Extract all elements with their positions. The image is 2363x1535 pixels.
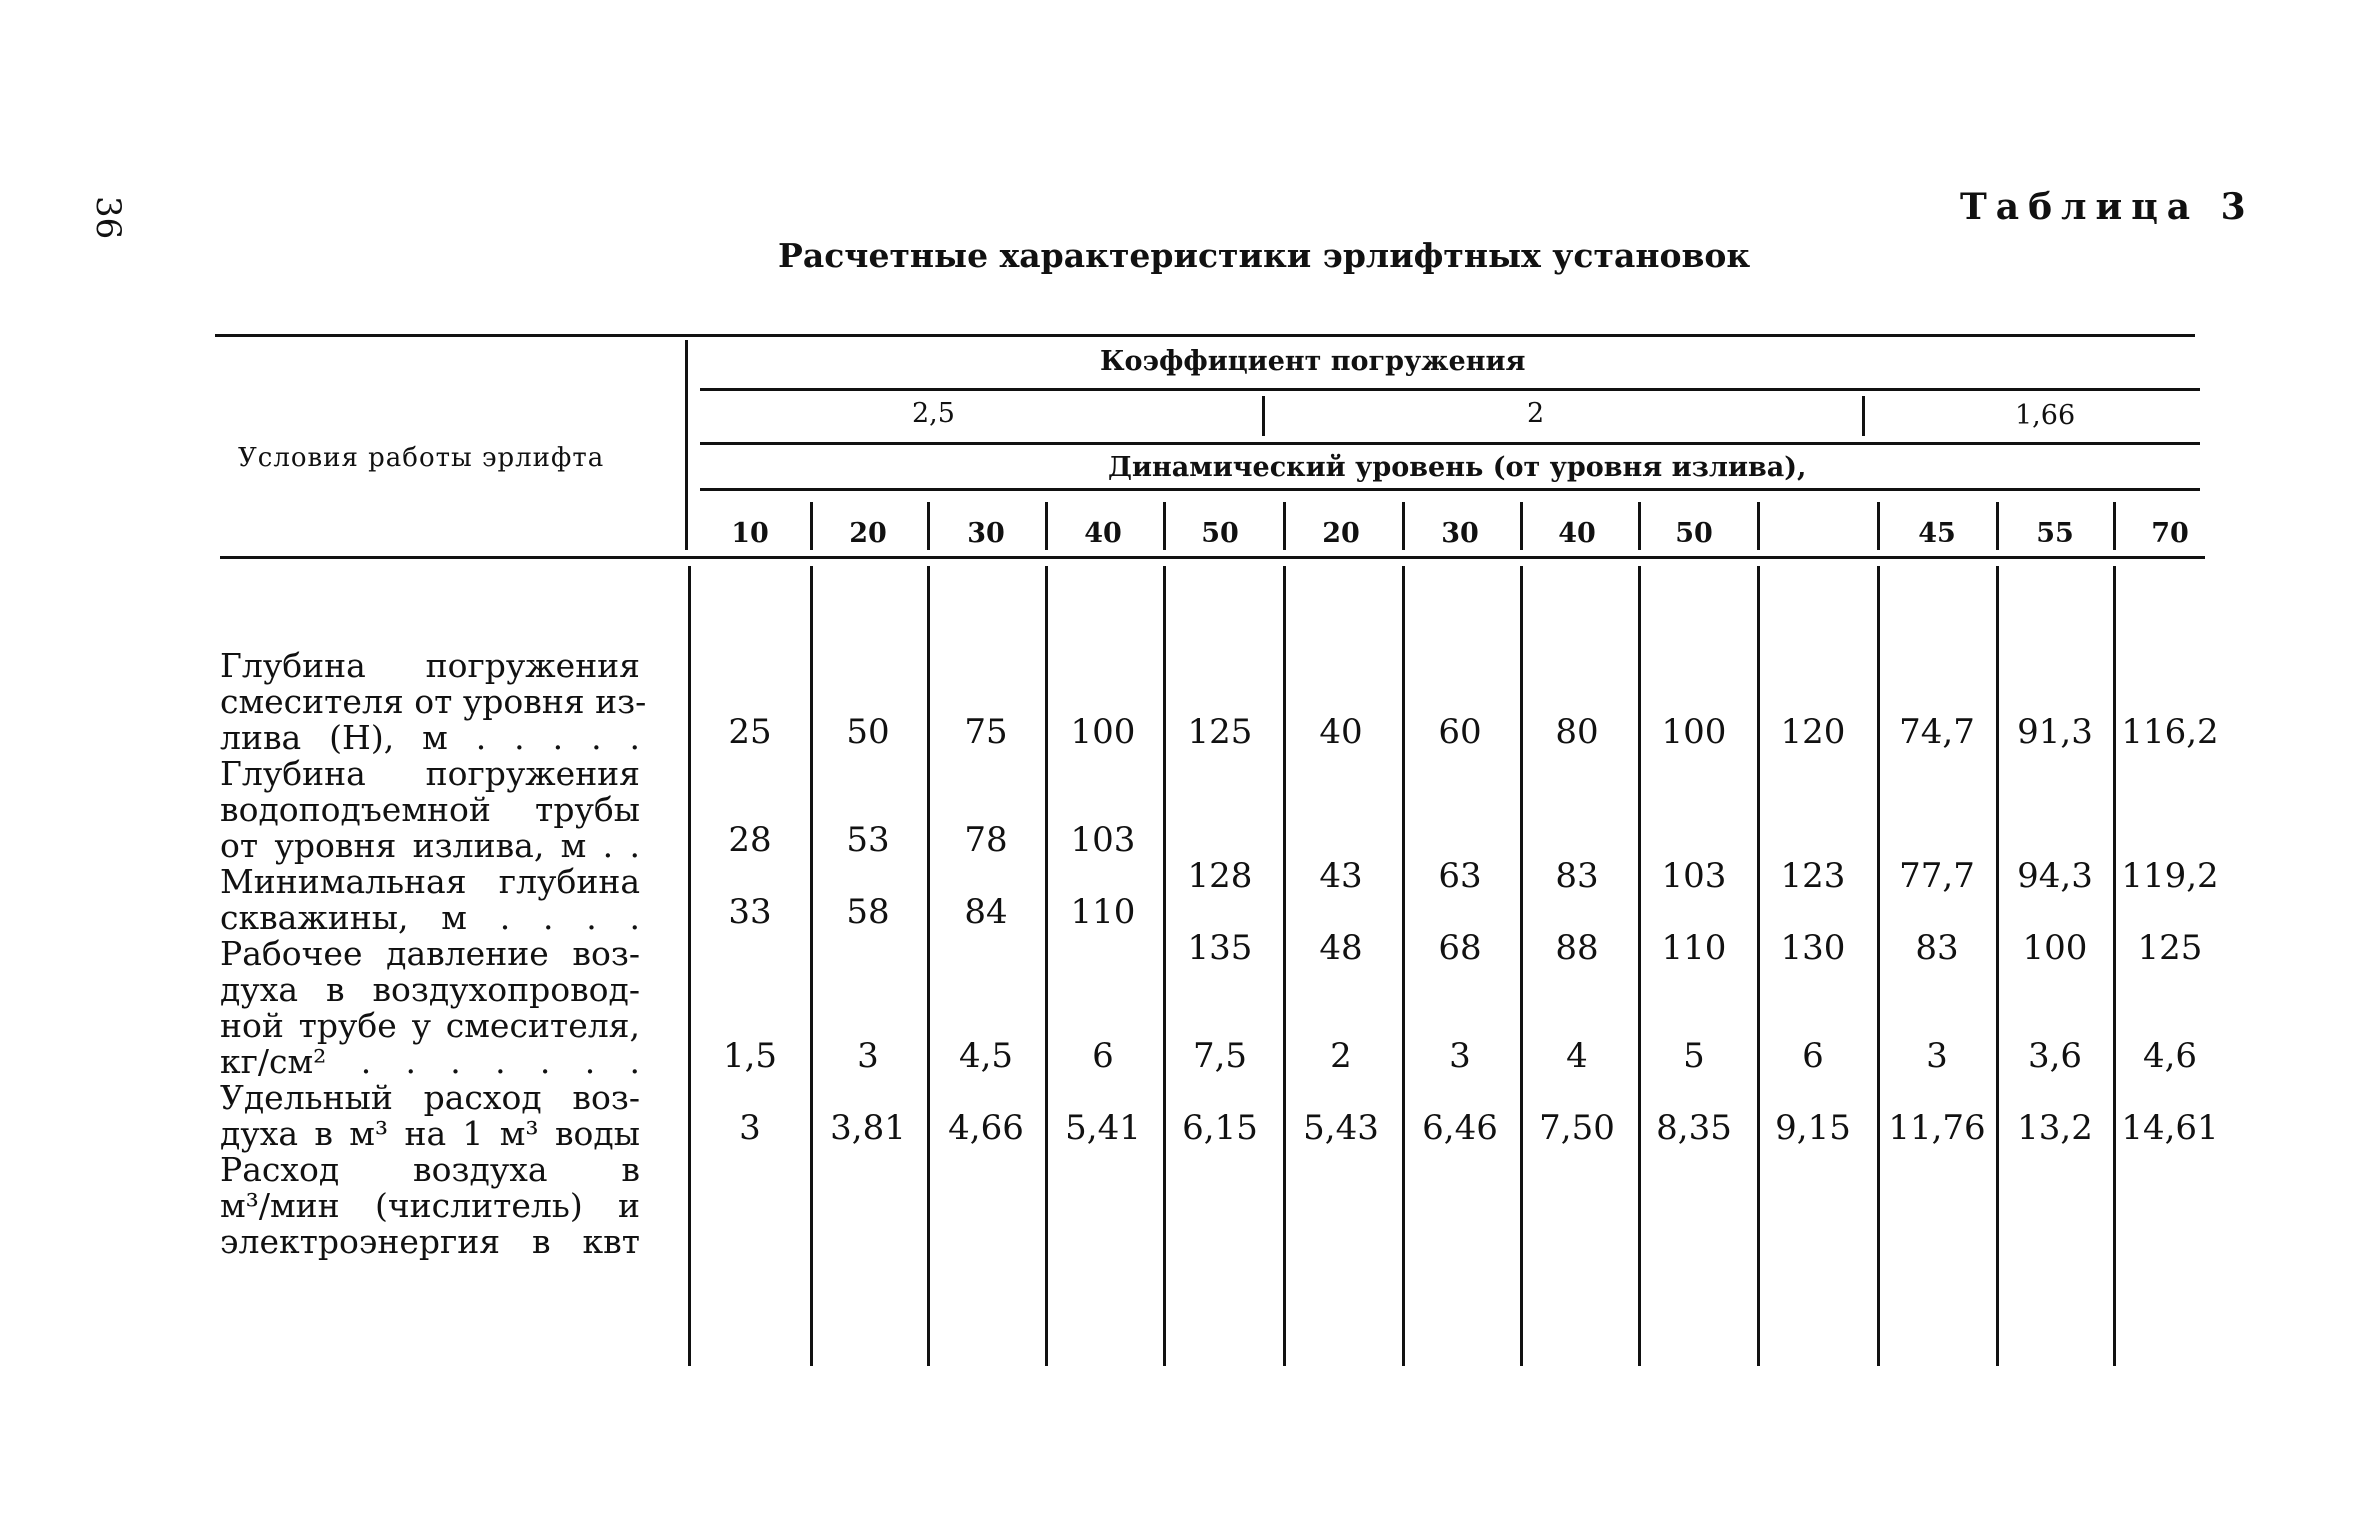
table-cell: 116,2 xyxy=(2121,712,2219,752)
table-cell: 25 xyxy=(728,712,772,752)
level-header-cell: 50 xyxy=(1675,518,1713,549)
table-cell: 6,15 xyxy=(1182,1108,1258,1148)
table-title: Расчетные характеристики эрлифтных установок xyxy=(778,236,1751,275)
table-cell: 110 xyxy=(1070,892,1136,932)
level-header-divider xyxy=(1402,502,1405,550)
level-header-cell: 30 xyxy=(967,518,1005,549)
table-cell: 135 xyxy=(1187,928,1253,968)
table-cell: 110 xyxy=(1661,928,1727,968)
table-cell: 75 xyxy=(964,712,1008,752)
level-header-divider xyxy=(1045,502,1048,550)
table-cell: 58 xyxy=(846,892,890,932)
level-header-divider xyxy=(1520,502,1523,550)
level-header-divider xyxy=(1638,502,1641,550)
level-header-divider xyxy=(1877,502,1880,550)
table-cell: 125 xyxy=(1187,712,1253,752)
table-cell: 5 xyxy=(1683,1036,1705,1076)
table-cell: 123 xyxy=(1780,856,1846,896)
table-cell: 100 xyxy=(1070,712,1136,752)
table-cell: 60 xyxy=(1438,712,1482,752)
table-cell: 48 xyxy=(1319,928,1363,968)
level-header-cell: 30 xyxy=(1441,518,1479,549)
table-cell: 13,2 xyxy=(2017,1108,2093,1148)
table-cell: 33 xyxy=(728,892,772,932)
level-header-divider xyxy=(1283,502,1286,550)
table-cell: 50 xyxy=(846,712,890,752)
table-cell: 88 xyxy=(1555,928,1599,968)
row-label-3: Минимальная глубина скважины, м . . . . xyxy=(220,862,640,937)
table-cell: 4,66 xyxy=(948,1108,1024,1148)
table-cell: 6,46 xyxy=(1422,1108,1498,1148)
level-header-divider xyxy=(1996,502,1999,550)
level-header-cell: 45 xyxy=(1918,518,1956,549)
coef-value-2: 2 xyxy=(1527,398,1545,429)
table-cell: 11,76 xyxy=(1888,1108,1986,1148)
level-header-divider xyxy=(927,502,930,550)
table-cell: 125 xyxy=(2137,928,2203,968)
table-cell: 3 xyxy=(1926,1036,1948,1076)
table-cell: 91,3 xyxy=(2017,712,2093,752)
table-cell: 40 xyxy=(1319,712,1363,752)
table-cell: 68 xyxy=(1438,928,1482,968)
row-label-6: Расход воздуха в м³/мин (числитель) и электроэнергия в квт xyxy=(220,1150,640,1261)
table-cell: 5,43 xyxy=(1303,1108,1379,1148)
table-cell: 78 xyxy=(964,820,1008,860)
coef-values-rule xyxy=(700,442,2200,445)
level-header-cell: 50 xyxy=(1201,518,1239,549)
coef-rule xyxy=(700,388,2200,391)
level-header-divider xyxy=(2113,502,2116,550)
level-header-divider xyxy=(810,502,813,550)
header-bottom-rule xyxy=(220,556,2205,559)
coef-divider-2 xyxy=(1862,396,1865,436)
table-cell: 130 xyxy=(1780,928,1846,968)
level-header-divider xyxy=(1757,502,1760,550)
page-number: 36 xyxy=(88,196,128,240)
row-label-5: Удельный расход воз- духа в м³ на 1 м³ воды xyxy=(220,1078,640,1153)
column-divider xyxy=(927,566,930,1366)
table-cell: 43 xyxy=(1319,856,1363,896)
coef-divider-1 xyxy=(1262,396,1265,436)
table-cell: 28 xyxy=(728,820,772,860)
table-cell: 1,5 xyxy=(722,1036,778,1076)
table-cell: 100 xyxy=(2022,928,2088,968)
table-cell: 94,3 xyxy=(2017,856,2093,896)
level-header-cell: 20 xyxy=(849,518,887,549)
row-labels xyxy=(220,646,647,1261)
table-cell: 74,7 xyxy=(1899,712,1975,752)
table-cell: 83 xyxy=(1915,928,1959,968)
table-cell: 14,61 xyxy=(2121,1108,2219,1148)
column-divider xyxy=(810,566,813,1366)
column-divider xyxy=(1996,566,1999,1366)
dynamic-level-header: Динамический уровень (от уровня излива), xyxy=(1108,452,1807,483)
table-cell: 77,7 xyxy=(1899,856,1975,896)
column-divider xyxy=(688,566,691,1366)
table-cell: 3,6 xyxy=(2027,1036,2083,1076)
table-cell: 6 xyxy=(1092,1036,1114,1076)
table-cell: 3 xyxy=(739,1108,761,1148)
table-cell: 4 xyxy=(1566,1036,1588,1076)
level-header-cell: 40 xyxy=(1558,518,1596,549)
level-header-cell: 55 xyxy=(2036,518,2074,549)
table-cell: 6 xyxy=(1802,1036,1824,1076)
table-cell: 119,2 xyxy=(2121,856,2219,896)
table-label: Таблица 3 xyxy=(1960,186,2255,228)
column-divider xyxy=(1877,566,1880,1366)
table-cell: 83 xyxy=(1555,856,1599,896)
column-divider xyxy=(1045,566,1048,1366)
table-cell: 3 xyxy=(1449,1036,1471,1076)
level-header-cell: 20 xyxy=(1322,518,1360,549)
row-label-1: Глубина погружения смесителя от уровня из- лива (H), м . . . . . xyxy=(220,646,647,757)
table-top-rule xyxy=(215,334,2195,337)
coef-value-1-66: 1,66 xyxy=(2015,400,2076,431)
header-conditions-divider xyxy=(685,340,688,550)
table-cell: 100 xyxy=(1661,712,1727,752)
coef-value-2-5: 2,5 xyxy=(912,398,955,429)
table-cell: 2 xyxy=(1330,1036,1352,1076)
table-cell: 53 xyxy=(846,820,890,860)
table-cell: 128 xyxy=(1187,856,1253,896)
table-cell: 80 xyxy=(1555,712,1599,752)
level-header-cell: 70 xyxy=(2151,518,2189,549)
table-cell: 63 xyxy=(1438,856,1482,896)
table-cell: 3,81 xyxy=(830,1108,906,1148)
level-header-divider xyxy=(1163,502,1166,550)
table-cell: 5,41 xyxy=(1065,1108,1141,1148)
table-cell: 3 xyxy=(857,1036,879,1076)
table-cell: 4,5 xyxy=(958,1036,1014,1076)
row-label-4: Рабочее давление воз- духа в воздухопровод- ной трубе у смесителя, кг/см² . . . . . . . xyxy=(220,934,640,1081)
table-cell: 7,5 xyxy=(1192,1036,1248,1076)
table-cell: 103 xyxy=(1070,820,1136,860)
levels-rule xyxy=(700,488,2200,491)
level-header-cell: 10 xyxy=(731,518,769,549)
table-cell: 7,50 xyxy=(1539,1108,1615,1148)
table-cell: 9,15 xyxy=(1775,1108,1851,1148)
coefficient-header: Коэффициент погружения xyxy=(1100,346,1526,377)
row-label-2: Глубина погружения водоподъемной трубы от уровня излива, м . . xyxy=(220,754,640,865)
table-cell: 120 xyxy=(1780,712,1846,752)
level-header-cell: 40 xyxy=(1084,518,1122,549)
table-cell: 4,6 xyxy=(2142,1036,2198,1076)
conditions-header: Условия работы эрлифта xyxy=(238,443,605,473)
table-cell: 8,35 xyxy=(1656,1108,1732,1148)
table-cell: 84 xyxy=(964,892,1008,932)
table-cell: 103 xyxy=(1661,856,1727,896)
